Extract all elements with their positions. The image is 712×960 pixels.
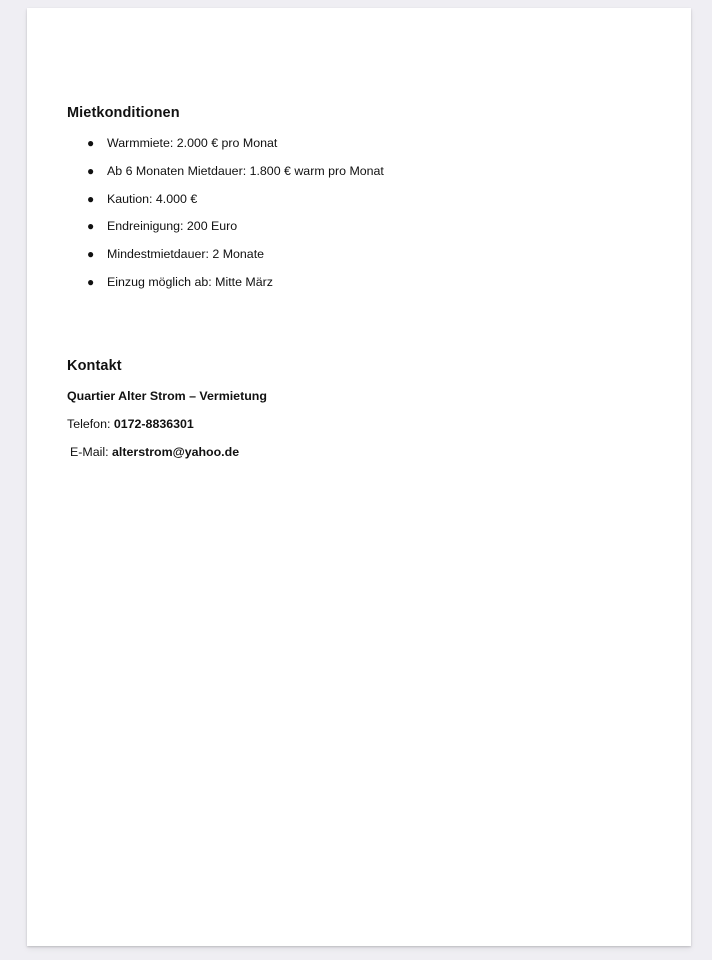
bullet-icon: ● [87, 274, 95, 289]
list-item-final-cleaning [67, 218, 384, 246]
list-item-text: Mindestmietdauer: 2 Monate [107, 247, 265, 262]
list-item-text: Kaution: 4.000 € [107, 191, 198, 206]
list-item-long-term-rent [67, 163, 384, 191]
bullet-icon: ● [87, 247, 95, 262]
email-address-link[interactable]: alterstrom@yahoo.de [112, 445, 240, 459]
email-label: E-Mail: [70, 445, 109, 459]
list-item-text: Endreinigung: 200 Euro [107, 219, 238, 234]
contact-phone [67, 416, 194, 433]
bullet-icon: ● [87, 191, 95, 206]
list-item-warm-rent [67, 135, 384, 163]
contact-email [70, 444, 239, 461]
phone-label: Telefon: [67, 417, 111, 431]
list-item-deposit [67, 191, 384, 219]
contact-heading: Kontakt [67, 358, 122, 374]
list-item-text: Warmmiete: 2.000 € pro Monat [107, 136, 278, 150]
rent-conditions-list [67, 135, 384, 302]
list-item-text: Ab 6 Monaten Mietdauer: 1.800 € warm pro Monat [107, 163, 384, 178]
contact-name: Quartier Alter Strom – Vermietung [67, 389, 267, 403]
list-item-minimum-term [67, 246, 384, 274]
rent-conditions-heading: Mietkonditionen [67, 105, 180, 121]
bullet-icon: ● [87, 163, 95, 178]
document-page [27, 8, 691, 946]
bullet-icon: ● [87, 136, 95, 150]
list-item-move-in-date [67, 274, 384, 302]
phone-number-link[interactable]: 0172-8836301 [113, 417, 194, 431]
bullet-icon: ● [87, 219, 95, 234]
list-item-text: Einzug möglich ab: Mitte März [107, 274, 273, 289]
